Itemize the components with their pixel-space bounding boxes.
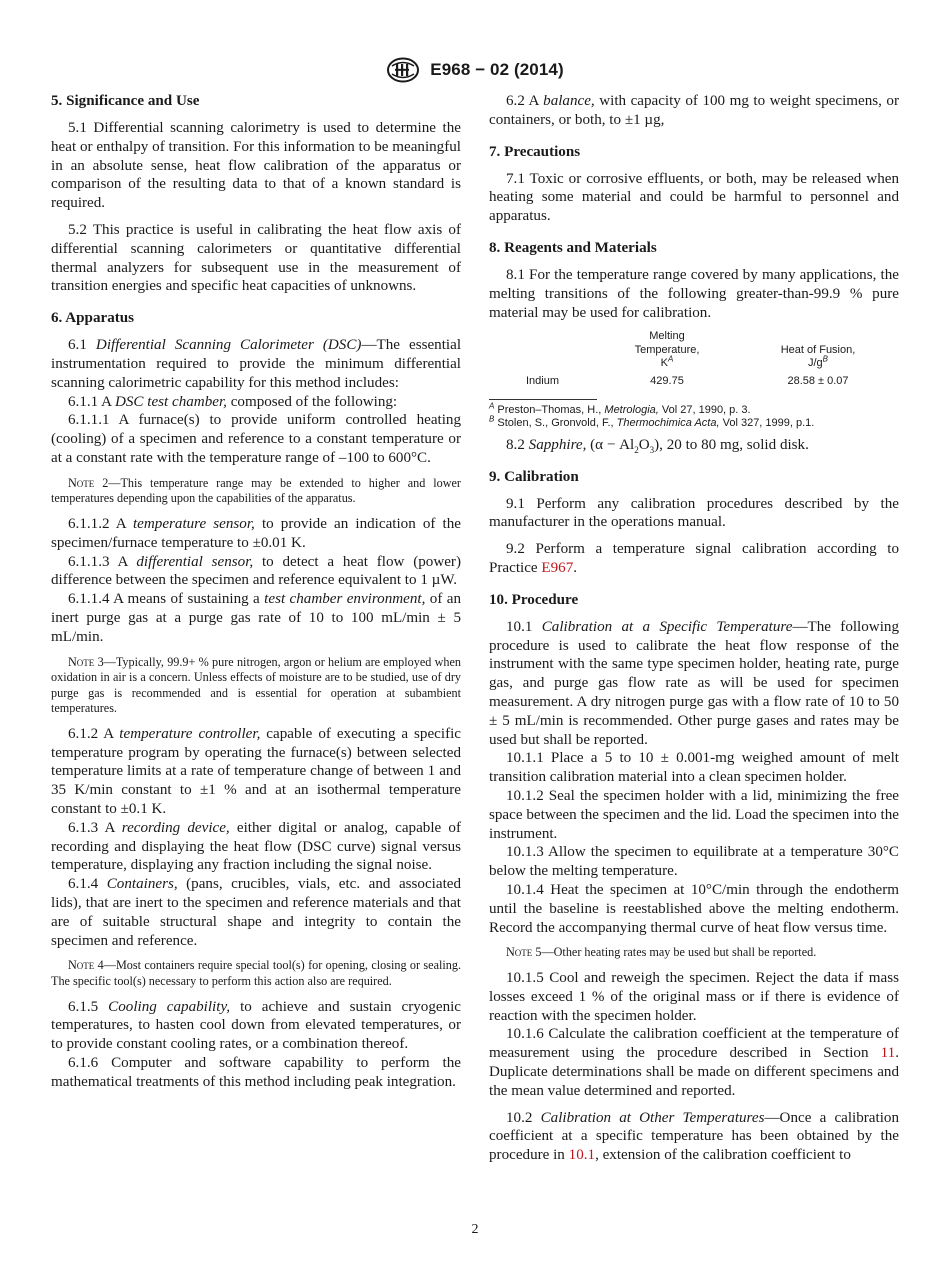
section-7-heading: 7. Precautions: [489, 143, 581, 160]
para-6-1-4: 6.1.4 Containers, (pans, crucibles, vials, etc. and associated lids), that are inert to the specimen and reference materials and that are of suitable structural shape and integrity to contain the specimen and reference.: [51, 876, 462, 949]
para-10-1-5: 10.1.5 Cool and reweigh the specimen. Reject the data if mass losses exceed 1 % of the original mass or if there is evidence of reaction with the specimen holder.: [489, 969, 899, 1024]
para-8-1: 8.1 For the temperature range covered by many applications, the melting transitions of the following greater-than-99.9 % pure material may be used for calibration.: [489, 266, 899, 321]
astm-logo: [386, 57, 420, 83]
term: Calibration at Other Temperatures: [540, 1109, 765, 1126]
note-4: Note 4—Most containers require special tool(s) for opening, closing or sealing. The specific tool(s) necessary to perform this action also are required.: [51, 958, 462, 989]
term: test chamber environment,: [264, 591, 426, 608]
para-6-1-6: 6.1.6 Computer and software capability to perform the mathematical treatments of this method including peak integration.: [51, 1055, 461, 1090]
term: temperature sensor,: [132, 515, 255, 532]
term: temperature controller,: [119, 725, 261, 742]
para-6-1-1-4: 6.1.1.4 A means of sustaining a test chamber environment, of an inert purge gas at a purge gas rate of 10 to 100 mL/min ± 5 mL/min.: [51, 591, 462, 645]
section-8-heading: 8. Reagents and Materials: [489, 239, 657, 256]
para-6-1-1-3: 6.1.1.3 A differential sensor, to detect a heat flow (power) difference between the specimen and reference equivalent to 1 µW.: [51, 553, 461, 589]
para-9-1: 9.1 Perform any calibration procedures described by the manufacturer in the operations manual.: [489, 495, 899, 531]
para-7-1: 7.1 Toxic or corrosive effluents, or both, may be released when heating some material and could be harmful to personnel and apparatus.: [489, 170, 899, 225]
para-10-2: 10.2 Calibration at Other Temperatures—Once a calibration coefficient at a specific temperature has been obtained by the procedure in 10.1, extension of the calibration coefficient to: [489, 1109, 899, 1164]
term: DSC test chamber,: [114, 393, 227, 410]
term: Containers,: [106, 876, 178, 893]
footnote-rule: [489, 399, 597, 400]
para-8-2: 8.2 Sapphire, $(\alpha - Al_2O_3)$, 20 to 80 mg, solid disk.: [506, 436, 809, 455]
para-10-1-4: 10.1.4 Heat the specimen at 10°C/min through the endotherm until the baseline is reestablished above the melting endotherm. Record the accompanying thermal curve of heat flow versus time.: [489, 881, 899, 936]
table-cell-heat-of-fusion: 28.58 ± 0.07: [787, 374, 849, 387]
para-10-1: 10.1 Calibration at a Specific Temperature—The following procedure is used to calibrate the heat flow response of the instrument with the same type specimen holder, heating rate, purge gas, and purge gas flow rate as will be used for specimen measurement. A dry nitrogen purge gas with a flow rate of 10 to 50 ± 5 mL/min is recommended. Other purge gases and rates may be used but shall be reported.: [489, 618, 899, 748]
e967-link[interactable]: E967: [541, 560, 574, 576]
section-5-heading: 5. Significance and Use: [51, 93, 200, 109]
right-column: [489, 92, 899, 1165]
para-5-1: 5.1 Differential scanning calorimetry is used to determine the heat or enthalpy of transition. For this information to be meaningful in an absolute sense, heat flow calibration of the apparatus or comparison of the resulting data to that of a known standard is required.: [51, 120, 461, 212]
table-header-heat-of-fusion: Heat of Fusion, $J/g^B$: [780, 343, 856, 370]
term: Cooling capability,: [108, 998, 231, 1015]
page-number: 2: [471, 1222, 479, 1237]
term: recording device,: [121, 819, 230, 836]
term: balance,: [543, 93, 595, 109]
note-5: Note 5—Other heating rates may be used but shall be reported.: [506, 945, 817, 960]
page-header: [0, 57, 950, 83]
document-designation: E968 − 02 (2014): [430, 60, 564, 79]
para-6-1-1-2: 6.1.1.2 A temperature sensor, to provide an indication of the specimen/furnace temperature to ±0.01 K.: [51, 515, 461, 551]
section-10-heading: 10. Procedure: [489, 591, 579, 608]
term: differential sensor,: [136, 553, 254, 570]
table-cell-material: Indium: [526, 374, 560, 387]
para-10-1-3: 10.1.3 Allow the specimen to equilibrate at a temperature 30°C below the melting temperature.: [489, 844, 899, 880]
section-6-heading: 6. Apparatus: [51, 310, 135, 327]
term: Calibration at a Specific Temperature: [541, 618, 793, 635]
section-10-1-link[interactable]: 10.1: [568, 1147, 596, 1164]
para-10-1-1: 10.1.1 Place a 5 to 10 ± 0.001-mg weighed amount of melt transition calibration material into a clean specimen holder.: [489, 750, 899, 786]
para-6-1-1: 6.1.1 A DSC test chamber, composed of the following:: [68, 393, 398, 410]
para-6-1-1-1: 6.1.1.1 A furnace(s) to provide uniform controlled heating (cooling) of a specimen and reference to a constant temperature or at a constant rate with the temperature range of –100 to 600°C.: [51, 412, 461, 466]
footnote-a: $^A$ Preston–Thomas, H., Metrologia, Vol 27, 1990, p. 3.: [489, 401, 751, 416]
term: Sapphire,: [528, 436, 587, 453]
table-cell-melting-temperature: 429.75: [650, 374, 684, 387]
footnote-b: $^B$ Stolen, S., Gronvold, F., Thermochimica Acta, Vol 327, 1999, p.1.: [489, 414, 815, 430]
note-3: Note 3—Typically, 99.9+ % pure nitrogen, argon or helium are employed when oxidation in air is a concern. Unless effects of moisture are to be studied, use of dry purge gas is recommended and is essential for operation at subambient temperatures.: [51, 654, 461, 716]
term: Differential Scanning Calorimeter (DSC): [95, 337, 362, 354]
section-11-link[interactable]: 11: [880, 1045, 896, 1062]
section-9-heading: 9. Calibration: [489, 468, 579, 485]
para-10-1-2: 10.1.2 Seal the specimen holder with a lid, minimizing the free space between the specimen and the lid. Load the specimen into the instrument.: [489, 787, 899, 842]
para-6-1: 6.1 Differential Scanning Calorimeter (DSC)—The essential instrumentation required to provide the minimum differential scanning calorimetric capability for this method includes:: [51, 337, 462, 391]
para-6-1-5: 6.1.5 Cooling capability, to achieve and sustain cryogenic temperatures, to hasten cool down from elevated temperatures, or to provide constant cooling rates, or a combination thereof.: [51, 998, 462, 1053]
note-2: Note 2—This temperature range may be extended to higher and lower temperatures depending upon the capabilities of the apparatus.: [51, 475, 461, 506]
calibration-material-table: [489, 330, 899, 430]
para-9-2: 9.2 Perform a temperature signal calibration according to Practice E967.: [489, 541, 899, 576]
para-10-1-6: 10.1.6 Calculate the calibration coefficient at the temperature of measurement using the procedure described in Section 11. Duplicate determinations shall be made on different specimens and the mean value determined and reported.: [489, 1026, 899, 1099]
para-6-1-3: 6.1.3 A recording device, either digital or analog, capable of recording and displaying the heat flow (DSC curve) signal versus temperature, displaying any fraction including the signal noise.: [51, 819, 461, 874]
para-5-2: 5.2 This practice is useful in calibrating the heat flow axis of differential scanning calorimeters or quantitative differential thermal analyzers for subsequent use in the measurement of transition energies and specific heat capacities of unknowns.: [51, 221, 461, 295]
para-6-1-2: 6.1.2 A temperature controller, capable of executing a specific temperature program by operating the furnace(s) between selected temperature limits at a rate of temperature change of between 1 and 35 K/min constant to ±1 % and at an isothermal temperature constant to ±0.1 K.: [51, 725, 461, 818]
table-header-row: [489, 330, 899, 370]
left-column: [51, 92, 461, 1092]
table-header-melting-temperature: Melting Temperature, $K^A$: [634, 330, 700, 370]
para-6-2: 6.2 A balance, with capacity of 100 mg to weight specimens, or containers, or both, to ±1 µg,: [489, 93, 899, 128]
table-row: [489, 375, 899, 388]
